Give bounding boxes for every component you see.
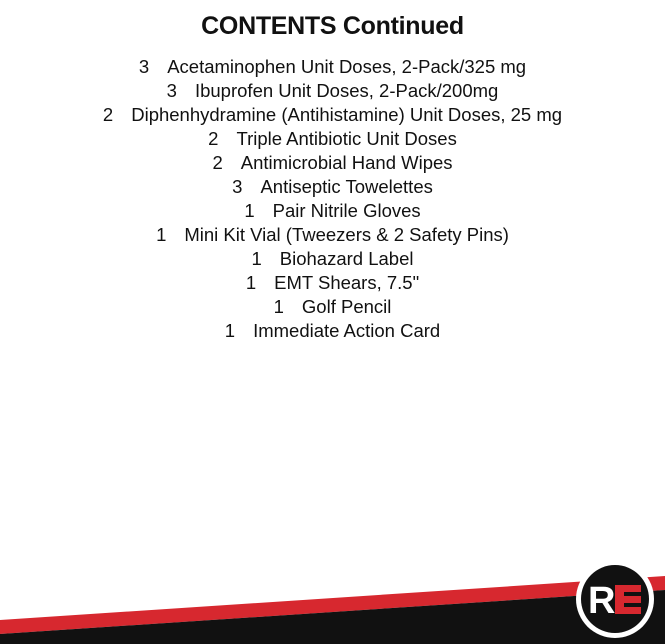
item-description: Mini Kit Vial (Tweezers & 2 Safety Pins) — [184, 224, 509, 245]
item-quantity: 1 — [156, 224, 167, 245]
list-item — [0, 199, 665, 223]
item-description: Pair Nitrile Gloves — [272, 200, 421, 221]
item-description: Acetaminophen Unit Doses, 2-Pack/325 mg — [167, 56, 527, 77]
item-quantity: 1 — [244, 200, 255, 221]
logo-e-block — [615, 585, 641, 614]
item-quantity: 3 — [138, 56, 150, 77]
list-item — [0, 79, 665, 103]
logo-e-notch-bottom — [624, 603, 641, 607]
item-description: Antiseptic Towelettes — [260, 176, 433, 197]
item-quantity: 3 — [166, 80, 177, 101]
list-item — [0, 295, 665, 319]
list-item — [0, 271, 665, 295]
logo-letter-r: R — [588, 580, 616, 622]
item-quantity: 2 — [208, 128, 219, 149]
item-quantity: 1 — [273, 296, 284, 317]
item-quantity: 3 — [232, 176, 243, 197]
list-item — [0, 103, 665, 127]
item-description: Antimicrobial Hand Wipes — [240, 152, 453, 173]
page-title: CONTENTS Continued — [201, 12, 464, 40]
list-item — [0, 151, 665, 175]
item-quantity: 1 — [224, 320, 236, 341]
item-description: Biohazard Label — [279, 248, 414, 269]
list-item — [0, 127, 665, 151]
item-description: Triple Antibiotic Unit Doses — [236, 128, 457, 149]
item-description: EMT Shears, 7.5" — [274, 272, 420, 293]
list-item — [0, 223, 665, 247]
item-quantity: 1 — [245, 272, 257, 293]
item-description: Immediate Action Card — [253, 320, 441, 341]
list-item — [0, 319, 665, 343]
logo-e-notch-top — [624, 592, 641, 596]
contents-list — [0, 55, 665, 343]
list-item — [0, 175, 665, 199]
item-quantity: 2 — [212, 152, 223, 173]
footer-stripe — [0, 540, 665, 644]
list-item — [0, 247, 665, 271]
list-item — [0, 55, 665, 79]
item-description: Diphenhydramine (Antihistamine) Unit Doses, 25 mg — [131, 104, 563, 125]
item-description: Ibuprofen Unit Doses, 2-Pack/200mg — [194, 80, 499, 101]
re-logo — [574, 558, 656, 640]
item-quantity: 2 — [102, 104, 114, 125]
item-quantity: 1 — [251, 248, 262, 269]
item-description: Golf Pencil — [301, 296, 392, 317]
